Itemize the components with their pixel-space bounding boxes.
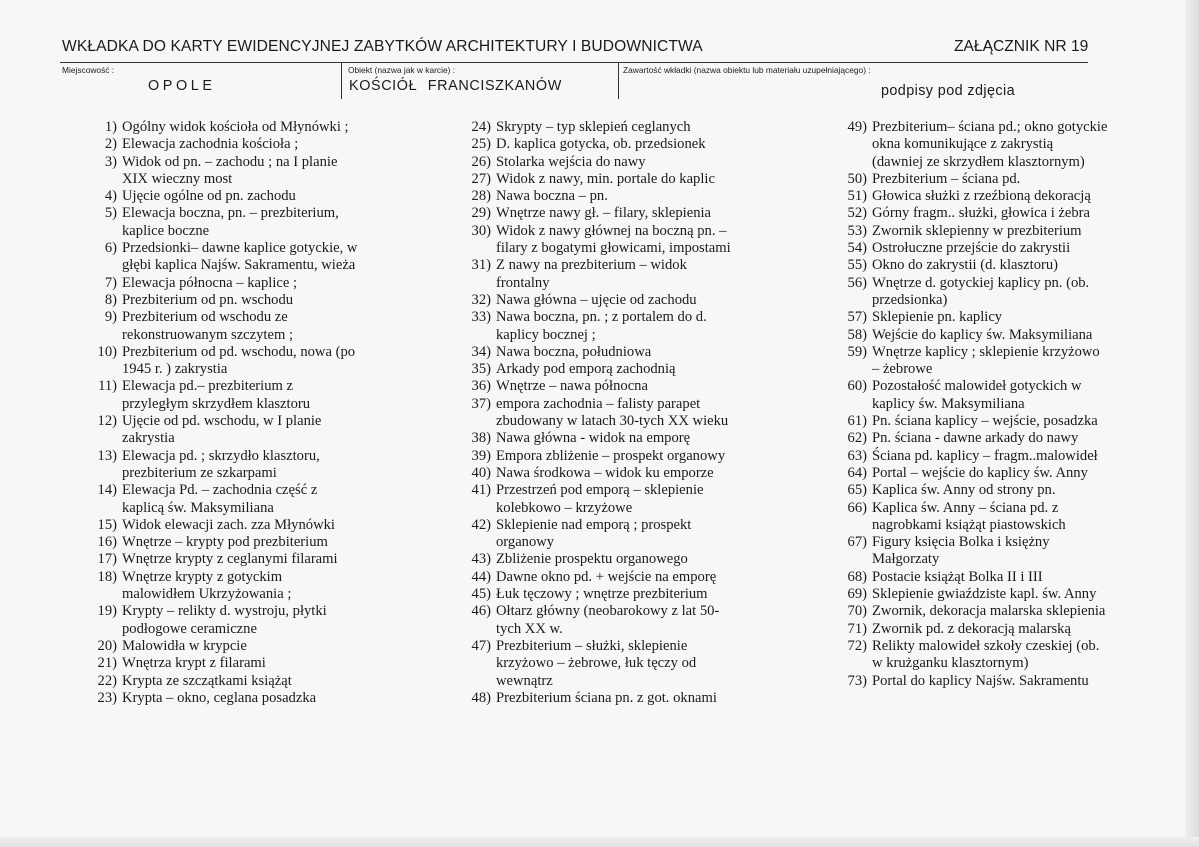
caption-item [454,690,784,707]
caption-item [80,673,405,690]
caption-number: 53) [847,222,867,239]
caption-text: Zbliżenie prospektu organowego [496,551,688,568]
document-title: WKŁADKA DO KARTY EWIDENCYJNEJ ZABYTKÓW ARCHITEKTURY I BUDOWNICTWA [62,38,703,55]
caption-item [454,292,784,309]
caption-text: Wnętrze d. gotyckiej kaplicy pn. (ob. przedsionka) [872,274,1090,308]
content-field [618,63,1089,99]
caption-number: 33) [471,309,491,326]
caption-number: 70) [847,603,867,620]
caption-text: Krypty – relikty d. wystroju, płytki podłogowe ceramiczne [122,603,327,637]
caption-item [80,344,405,379]
caption-item [80,413,405,448]
caption-number: 41) [471,482,491,499]
caption-item [830,344,1145,379]
caption-item [830,638,1145,673]
caption-item [454,465,784,482]
caption-item [454,188,784,205]
caption-text: Wnętrze krypty z ceglanymi filarami [122,551,338,568]
caption-item [830,569,1145,586]
caption-text: Sklepienie pn. kaplicy [872,309,1003,326]
caption-number: 58) [847,326,867,343]
caption-text: Kaplica św. Anny – ściana pd. z nagrobkami książąt piastowskich [872,499,1066,533]
caption-item [454,551,784,568]
caption-text: Widok elewacji zach. zza Młynówki [122,516,335,533]
caption-text: Elewacja Pd. – zachodnia część z kaplicą św. Maksymiliana [122,482,318,516]
caption-number: 49) [847,119,867,135]
caption-item [454,119,784,136]
caption-text: Elewacja zachodnia kościoła ; [122,136,299,153]
content-label: Zawartość wkładki (nazwa obiektu lub materiału uzupełniającego) : [623,65,871,75]
caption-text: Krypta ze szczątkami książąt [122,672,292,689]
caption-text: Przedsionki– dawne kaplice gotyckie, w głębi kaplica Najśw. Sakramentu, wieża [122,240,358,274]
caption-item [830,327,1145,344]
caption-number: 64) [847,464,867,481]
caption-item [454,361,784,378]
caption-text: Wnętrze – nawa północna [496,378,648,395]
caption-list-column-1 [80,119,405,707]
caption-item [454,586,784,603]
caption-number: 29) [471,205,491,222]
caption-item [830,205,1145,222]
caption-text: Elewacja pd.– prezbiterium z przyległym skrzydłem klasztoru [122,378,311,412]
caption-item [830,240,1145,257]
caption-text: Pozostałość malowideł gotyckich w kaplicy św. Maksymiliana [872,378,1082,412]
caption-text: Prezbiterium ściana pn. z got. oknami [496,689,717,706]
caption-number: 18) [97,568,117,585]
caption-number: 51) [847,188,867,205]
caption-number: 32) [471,291,491,308]
caption-text: Dawne okno pd. + wejście na emporę [496,568,717,585]
caption-item [830,171,1145,188]
caption-text: Nawa główna - widok na emporę [496,430,691,447]
caption-number: 35) [471,361,491,378]
caption-list-column-3 [830,119,1145,690]
object-label: Obiekt (nazwa jak w karcie) : [348,65,456,75]
caption-text: Wnętrze krypty z gotyckim malowidłem Ukrzyżowania ; [122,568,292,603]
caption-text: Widok z nawy, min. portale do kaplic [496,170,715,187]
caption-number: 38) [471,430,491,447]
location-label: Miejscowość : [62,65,115,75]
caption-number: 52) [847,205,867,222]
caption-number: 65) [847,482,867,499]
caption-number: 2) [104,136,117,153]
caption-item [454,396,784,431]
caption-number: 72) [847,637,867,654]
caption-number: 44) [471,568,491,585]
caption-text: Relikty malowideł szkoły czeskiej (ob. w krużganku klasztornym) [872,637,1100,672]
caption-text: Postacie książąt Bolka II i III [872,568,1043,585]
caption-text: Wnętrze kaplicy ; sklepienie krzyżowo – żebrowe [872,343,1100,378]
caption-number: 68) [847,568,867,585]
caption-text: Nawa boczna, południowa [496,343,652,360]
caption-item [830,413,1145,430]
caption-text: Z nawy na prezbiterium – widok frontalny [496,257,687,291]
caption-item [454,569,784,586]
caption-text: Wejście do kaplicy św. Maksymiliana [872,326,1093,343]
caption-text: Stolarka wejścia do nawy [496,153,646,170]
caption-text: Nawa boczna – pn. [496,188,608,205]
caption-number: 57) [847,309,867,326]
caption-item [830,534,1145,569]
caption-text: Ujęcie ogólne od pn. zachodu [122,188,296,205]
location-field [60,63,340,99]
caption-text: Prezbiterium od pd. wschodu, nowa (po 1945 r. ) zakrystia [122,343,356,378]
caption-item [830,448,1145,465]
caption-text: Nawa główna – ujęcie od zachodu [496,291,697,308]
caption-item [80,603,405,638]
caption-number: 42) [471,516,491,533]
object-value: KOŚCIÓŁ FRANCISZKANÓW [349,78,562,94]
caption-number: 5) [104,205,117,222]
caption-text: Elewacja północna – kaplice ; [122,274,298,291]
caption-number: 45) [471,586,491,603]
caption-text: Widok od pn. – zachodu ; na I planie XIX wieczny most [122,153,338,187]
caption-text: Skrypty – typ sklepień ceglanych [496,119,691,135]
caption-item [80,188,405,205]
caption-number: 21) [97,655,117,672]
caption-item [830,465,1145,482]
caption-item [454,482,784,517]
caption-item [830,621,1145,638]
caption-number: 23) [97,689,117,706]
caption-text: Ołtarz główny (neobarokowy z lat 50- tych XX w. [496,603,720,637]
caption-text: Portal – wejście do kaplicy św. Anny [872,464,1088,481]
caption-text: Ostrołuczne przejście do zakrystii [872,240,1071,257]
caption-number: 17) [97,551,117,568]
caption-number: 39) [471,447,491,464]
caption-item [830,378,1145,413]
caption-item [80,448,405,483]
caption-item [80,482,405,517]
caption-text: Arkady pod emporą zachodnią [496,361,676,378]
caption-number: 27) [471,170,491,187]
caption-text: Elewacja boczna, pn. – prezbiterium, kaplice boczne [122,205,339,239]
caption-text: Wnętrze nawy gł. – filary, sklepienia [496,205,712,222]
caption-number: 12) [97,413,117,430]
caption-item [80,154,405,189]
caption-item [830,309,1145,326]
caption-number: 22) [97,672,117,689]
caption-item [80,655,405,672]
caption-text: Figury księcia Bolka i księżny Małgorzaty [872,534,1050,568]
caption-item [454,638,784,690]
caption-item [830,275,1145,310]
caption-item [80,309,405,344]
caption-item [830,223,1145,240]
caption-item [80,378,405,413]
caption-text: Zwornik sklepienny w prezbiterium [872,222,1082,239]
caption-number: 9) [104,309,117,326]
caption-text: D. kaplica gotycka, ob. przedsionek [496,136,706,153]
caption-number: 69) [847,586,867,603]
caption-text: Kaplica św. Anny od strony pn. [872,482,1056,499]
caption-number: 56) [847,274,867,291]
caption-list-column-2 [454,119,784,707]
caption-text: Zwornik pd. z dekoracją malarską [872,620,1071,637]
caption-text: Głowica służki z rzeźbioną dekoracją [872,188,1091,205]
caption-number: 47) [471,637,491,654]
caption-text: Prezbiterium– ściana pd.; okno gotyckie okna komunikujące z zakrystią (dawniej ze skrzydłem klasztornym) [872,119,1108,170]
caption-item [830,482,1145,499]
caption-item [80,205,405,240]
caption-number: 7) [104,274,117,291]
caption-item [454,517,784,552]
caption-item [80,136,405,153]
caption-text: Malowidła w krypcie [122,637,247,654]
caption-text: Portal do kaplicy Najśw. Sakramentu [872,672,1089,689]
caption-item [830,673,1145,690]
caption-number: 60) [847,378,867,395]
caption-item [454,378,784,395]
caption-item [454,223,784,258]
caption-text: Nawa środkowa – widok ku emporze [496,464,714,481]
caption-number: 37) [471,395,491,412]
caption-number: 71) [847,620,867,637]
caption-number: 73) [847,672,867,689]
caption-number: 10) [97,343,117,360]
caption-item [454,603,784,638]
caption-text: Ujęcie od pd. wschodu, w I planie zakrystia [122,413,322,447]
caption-item [80,690,405,707]
caption-number: 15) [97,516,117,533]
caption-number: 6) [104,240,117,257]
caption-number: 63) [847,447,867,464]
caption-number: 54) [847,240,867,257]
caption-number: 20) [97,637,117,654]
caption-number: 25) [471,136,491,153]
caption-item [80,119,405,136]
caption-number: 40) [471,464,491,481]
caption-item [80,551,405,568]
caption-number: 16) [97,534,117,551]
page-edge-shadow [1185,0,1199,847]
caption-text: Widok z nawy głównej na boczną pn. – filary z bogatymi głowicami, impostami [496,222,731,257]
caption-number: 1) [104,119,117,135]
caption-text: Wnętrza krypt z filarami [122,655,266,672]
caption-text: Wnętrze – krypty pod prezbiterium [122,534,328,551]
caption-number: 8) [104,291,117,308]
caption-text: Nawa boczna, pn. ; z portalem do d. kaplicy bocznej ; [496,309,707,343]
caption-item [454,448,784,465]
caption-number: 66) [847,499,867,516]
caption-text: Prezbiterium – ściana pd. [872,170,1021,187]
caption-text: Pn. ściana - dawne arkady do nawy [872,430,1079,447]
caption-item [454,430,784,447]
caption-text: Zwornik, dekoracja malarska sklepienia [872,603,1106,620]
caption-number: 61) [847,413,867,430]
caption-item [80,275,405,292]
caption-number: 59) [847,343,867,360]
caption-item [830,119,1145,171]
caption-text: Ściana pd. kaplicy – fragm..malowideł [872,447,1098,464]
caption-text: Sklepienie gwiaździste kapl. św. Anny [872,586,1097,603]
caption-number: 43) [471,551,491,568]
header-fields [60,62,1088,99]
caption-text: Sklepienie nad emporą ; prospekt organowy [496,516,692,551]
caption-number: 14) [97,482,117,499]
caption-number: 26) [471,153,491,170]
caption-text: Łuk tęczowy ; wnętrze prezbiterium [496,586,708,603]
caption-item [454,136,784,153]
caption-text: empora zachodnia – falisty parapet zbudowany w latach 30-tych XX wieku [496,395,729,430]
content-value: podpisy pod zdjęcia [881,83,1016,99]
caption-item [830,257,1145,274]
caption-text: Przestrzeń pod emporą – sklepienie kolebkowo – krzyżowe [496,482,704,516]
caption-number: 19) [97,603,117,620]
page-bottom-shadow [0,837,1199,847]
caption-number: 46) [471,603,491,620]
caption-number: 3) [104,153,117,170]
caption-item [454,309,784,344]
caption-number: 4) [104,188,117,205]
location-value: OPOLE [148,78,216,94]
caption-text: Ogólny widok kościoła od Młynówki ; [122,119,349,135]
caption-item [80,292,405,309]
caption-number: 34) [471,343,491,360]
object-field [341,63,619,99]
caption-number: 48) [471,689,491,706]
caption-text: Okno do zakrystii (d. klasztoru) [872,257,1059,274]
caption-text: Krypta – okno, ceglana posadzka [122,689,317,706]
caption-text: Empora zbliżenie – prospekt organowy [496,447,726,464]
caption-number: 30) [471,222,491,239]
caption-item [454,205,784,222]
caption-text: Prezbiterium od wschodu ze rekonstruowanym szczytem ; [122,309,294,343]
attachment-number: ZAŁĄCZNIK NR 19 [954,38,1089,55]
caption-number: 28) [471,188,491,205]
caption-item [454,171,784,188]
caption-number: 62) [847,430,867,447]
caption-item [454,154,784,171]
caption-item [80,534,405,551]
caption-text: Górny fragm.. służki, głowica i żebra [872,205,1091,222]
caption-text: Elewacja pd. ; skrzydło klasztoru, prezbiterium ze szkarpami [122,447,320,481]
caption-item [80,517,405,534]
caption-item [80,240,405,275]
caption-item [80,569,405,604]
caption-item [830,586,1145,603]
caption-number: 24) [471,119,491,135]
caption-item [830,430,1145,447]
caption-item [830,603,1145,620]
caption-text: Prezbiterium – służki, sklepienie krzyżowo – żebrowe, łuk tęczy od wewnątrz [496,637,697,689]
caption-number: 11) [98,378,117,395]
caption-item [830,188,1145,205]
caption-number: 67) [847,534,867,551]
caption-item [454,344,784,361]
caption-number: 31) [471,257,491,274]
caption-number: 50) [847,170,867,187]
caption-text: Pn. ściana kaplicy – wejście, posadzka [872,413,1098,430]
caption-item [454,257,784,292]
caption-number: 55) [847,257,867,274]
caption-number: 13) [97,447,117,464]
caption-number: 36) [471,378,491,395]
caption-item [80,638,405,655]
caption-item [830,500,1145,535]
caption-text: Prezbiterium od pn. wschodu [122,291,294,308]
